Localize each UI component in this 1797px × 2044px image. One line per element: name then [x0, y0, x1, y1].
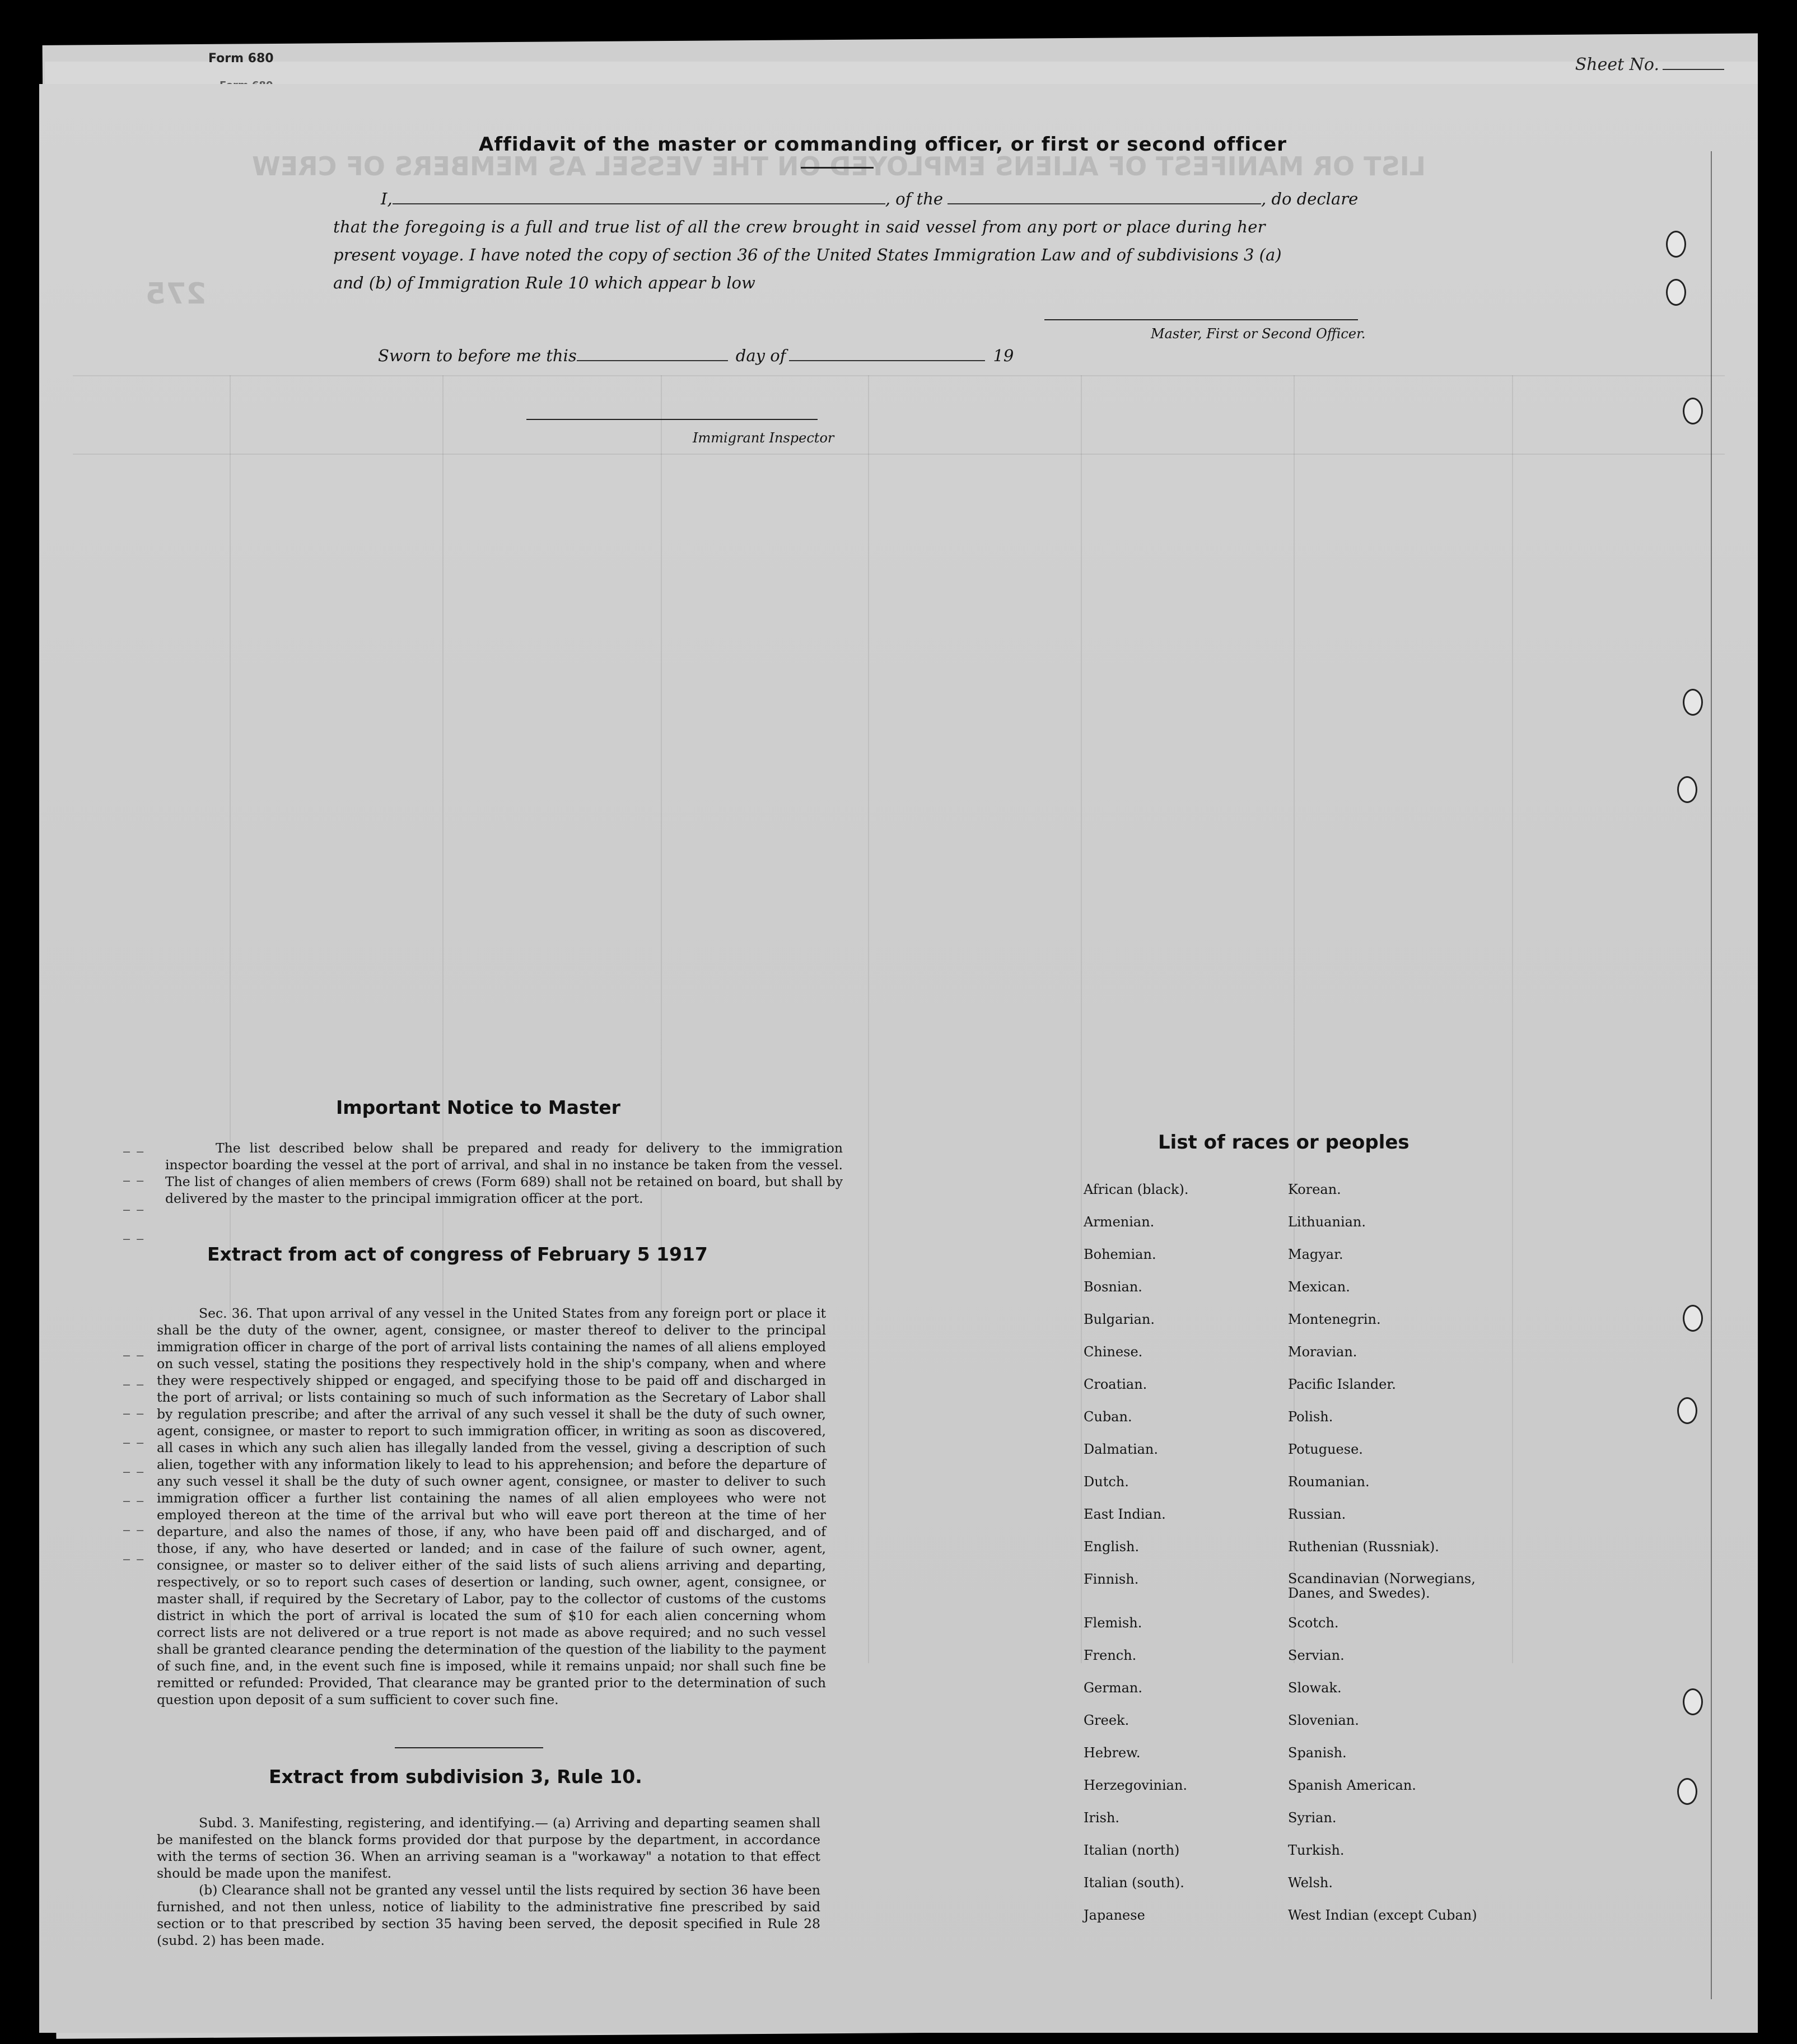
inspector-signature-line [526, 419, 818, 420]
rule10-para-a: Subd. 3. Manifesting, registering, and identifying.— (a) Arriving and departing seamen shall be manifested on the blanck forms provided dor that purpose by the department, in accordance with the terms of section 36. When an arriving seaman is a "workaway" a notation to that effect should be made upon the manifest. [157, 1815, 820, 1881]
races-title: List of races or peoples [1158, 1131, 1409, 1154]
binder-hole [1677, 776, 1697, 803]
race-item: Potuguese. [1288, 1441, 1363, 1457]
binder-hole [1666, 279, 1686, 306]
bleed-through-number: 275 [146, 277, 207, 311]
inspector-label: Immigrant Inspector [693, 430, 834, 446]
affidavit-line1-of: , of the [885, 189, 944, 208]
bleed-through-title: LIST OR MANIFEST OF ALIENS EMPLOYED ON THE VESSEL AS MEMBERS OF CREW [252, 151, 1426, 181]
rule10-para-b: (b) Clearance shall not be granted any vessel until the lists required by section 36 have been furnished, and not then unless, notice of liability to the administrative fine prescribed by said section or to that prescribed by section 35 having been served, the deposit specified in Rule 28 (subd. 2) has been made. [157, 1882, 820, 1948]
binding-edge-line [1711, 151, 1712, 1999]
race-item: African (black). [1084, 1182, 1189, 1197]
section-divider [395, 1747, 543, 1748]
race-item: Italian (north) [1084, 1842, 1180, 1858]
notice-title: Important Notice to Master [336, 1096, 620, 1118]
sworn-line [378, 342, 1014, 370]
race-item: Cuban. [1084, 1409, 1132, 1425]
race-item: Dalmatian. [1084, 1441, 1159, 1457]
race-item: Scandinavian (Norwegians, Danes, and Swedes). [1288, 1571, 1476, 1601]
ghost-column [1294, 375, 1295, 1663]
sworn-year: 19 [993, 346, 1014, 365]
race-item: English. [1084, 1539, 1140, 1555]
race-item: Slowak. [1288, 1680, 1342, 1696]
sworn-day-blank [577, 360, 728, 361]
ghost-rule [73, 375, 1725, 376]
sworn-start: Sworn to before me this [378, 346, 577, 365]
sheet-number [1575, 55, 1724, 74]
race-item: Scotch. [1288, 1615, 1339, 1631]
binder-hole [1683, 398, 1703, 424]
ghost-column [868, 375, 869, 1663]
race-item: Bosnian. [1084, 1279, 1142, 1295]
name-blank [393, 203, 885, 204]
race-item: Magyar. [1288, 1247, 1343, 1262]
race-item: Greek. [1084, 1712, 1129, 1728]
race-item: Spanish American. [1288, 1777, 1416, 1793]
race-item: Korean. [1288, 1182, 1341, 1197]
ghost-rule [73, 454, 1725, 455]
rule10-text [157, 1814, 820, 1949]
race-item: Chinese. [1084, 1344, 1143, 1360]
race-item: Syrian. [1288, 1810, 1337, 1826]
binder-hole [1683, 1688, 1703, 1715]
affidavit-line1-end: , do declare [1261, 189, 1359, 208]
binder-hole [1666, 231, 1686, 258]
race-item: Welsh. [1288, 1875, 1333, 1891]
race-item: Lithuanian. [1288, 1214, 1366, 1230]
race-item: Finnish. [1084, 1571, 1139, 1587]
binder-hole [1683, 1305, 1703, 1332]
race-item: Montenegrin. [1288, 1312, 1381, 1327]
race-item: Servian. [1288, 1648, 1345, 1663]
binder-hole [1683, 689, 1703, 716]
race-item: East Indian. [1084, 1506, 1166, 1522]
act-text: Sec. 36. That upon arrival of any vessel in the United States from any foreign port or place it shall be the duty of the owner, agent, consignee, or master thereof to deliver to the principal immigration officer in charge of the port of arrival lists containing the names of all aliens employed on such vessel, stating the positions they respectively hold in the ship's company, when and where they were respectively shipped or engaged, and specifying those to be paid off and discharged in the port of arrival; or lists containing so much of such information as the Secretary of Labor shall by regulation prescribe; and after the arrival of any such vessel it shall be the duty of such owner, agent, consignee, or master to report to such immigration officer, in writing as soon as discovered, all cases in which any such alien has illegally landed from the vessel, giving a description of such alien, together with any information likely to lead to his apprehension; and before the departure of any such vessel it shall be the duty of such owner agent, consignee, or master to deliver to such immigration officer a further list containing the names of all alien employees who were not employed thereon at the time of the arrival but who will eave port thereon at the time of her departure, and also the names of those, if any, who have been paid off and discharged, and of those, if any, who have deserted or landed; and in case of the failure of such owner, agent, consignee, or master so to deliver either of the said lists of such aliens arriving and departing, respectively, or so to report such cases of desertion or landing, such owner, agent, consignee, or master shall, if required by the Secretary of Labor, pay to the collector of customs of the customs district in which the port of arrival is located the sum of $10 for each alien concerning whom correct lists are not delivered or a true report is not made as above required; and no such vessel shall be granted clearance pending the determination of the question of the liability to the payment of such fine, and, in the event such fine is imposed, while it remains unpaid; nor shall such fine be remitted or refunded: Provided, That clearance may be granted prior to the determination of such question upon deposit of a sum sufficient to cover such fine. [157, 1305, 826, 1707]
race-item: Turkish. [1288, 1842, 1345, 1858]
race-item: Armenian. [1084, 1214, 1155, 1230]
race-item: Irish. [1084, 1810, 1120, 1826]
affidavit-line1-start: I, [381, 189, 393, 208]
master-signature-line [1044, 319, 1358, 320]
title-rule [801, 167, 874, 169]
race-item: Polish. [1288, 1409, 1333, 1425]
sheet-no-label: Sheet No. [1575, 55, 1659, 74]
rule10-title: Extract from subdivision 3, Rule 10. [269, 1766, 642, 1788]
sheet-no-blank [1663, 69, 1724, 70]
binder-hole [1677, 1778, 1697, 1805]
race-item: German. [1084, 1680, 1142, 1696]
binder-hole [1677, 1397, 1697, 1424]
margin-dashes: – – – – – – – – – – – – – – – – – – – – – – – – [123, 1145, 144, 1566]
race-item: Spanish. [1288, 1745, 1347, 1761]
vessel-blank [947, 203, 1261, 204]
document-page [39, 84, 1761, 2033]
ghost-column [1512, 375, 1513, 1663]
race-item: Hebrew. [1084, 1745, 1141, 1761]
race-item: Japanese [1084, 1907, 1145, 1923]
race-item: Croatian. [1084, 1376, 1147, 1392]
race-item: Herzegovinian. [1084, 1777, 1188, 1793]
affidavit-line-4: and (b) of Immigration Rule 10 which appear b low [333, 273, 755, 292]
act-title: Extract from act of congress of February 5 1917 [207, 1243, 708, 1265]
race-item: Russian. [1288, 1506, 1346, 1522]
race-item: Dutch. [1084, 1474, 1129, 1490]
form-label-top: Form 680 [208, 52, 274, 66]
race-item: Mexican. [1288, 1279, 1350, 1295]
race-item: Flemish. [1084, 1615, 1142, 1631]
master-signature-label: Master, First or Second Officer. [1151, 326, 1366, 342]
race-item: Roumanian. [1288, 1474, 1370, 1490]
notice-text: The list described below shall be prepared and ready for delivery to the immigration inspector boarding the vessel at the port of arrival, and shal in no instance be taken from the vessel. The list of changes of alien members of crews (Form 689) shall not be retained on board, but shall by delivered by the master to the principal immigration officer at the port. [165, 1140, 843, 1206]
race-item: West Indian (except Cuban) [1288, 1907, 1477, 1923]
race-item: Moravian. [1288, 1344, 1357, 1360]
affidavit-title: Affidavit of the master or commanding officer, or first or second officer [479, 133, 1287, 156]
race-item: Italian (south). [1084, 1875, 1184, 1891]
scan-border [1758, 0, 1797, 2044]
affidavit-line-1 [381, 185, 1358, 213]
race-item: Bohemian. [1084, 1247, 1156, 1262]
race-item: Pacific Islander. [1288, 1376, 1396, 1392]
affidavit-line-2: that the foregoing is a full and true list of all the crew brought in said vessel from any port or place during her [333, 217, 1266, 236]
race-item: French. [1084, 1648, 1137, 1663]
race-item: Bulgarian. [1084, 1312, 1155, 1327]
ghost-column [1081, 375, 1082, 1663]
race-item: Ruthenian (Russniak). [1288, 1539, 1439, 1555]
sworn-month-blank [789, 360, 985, 361]
affidavit-line-3: present voyage. I have noted the copy of section 36 of the United States Immigration Law and of subdivisions 3 (a) [333, 245, 1282, 264]
race-item: Slovenian. [1288, 1712, 1359, 1728]
sworn-day-of: day of [735, 346, 786, 365]
